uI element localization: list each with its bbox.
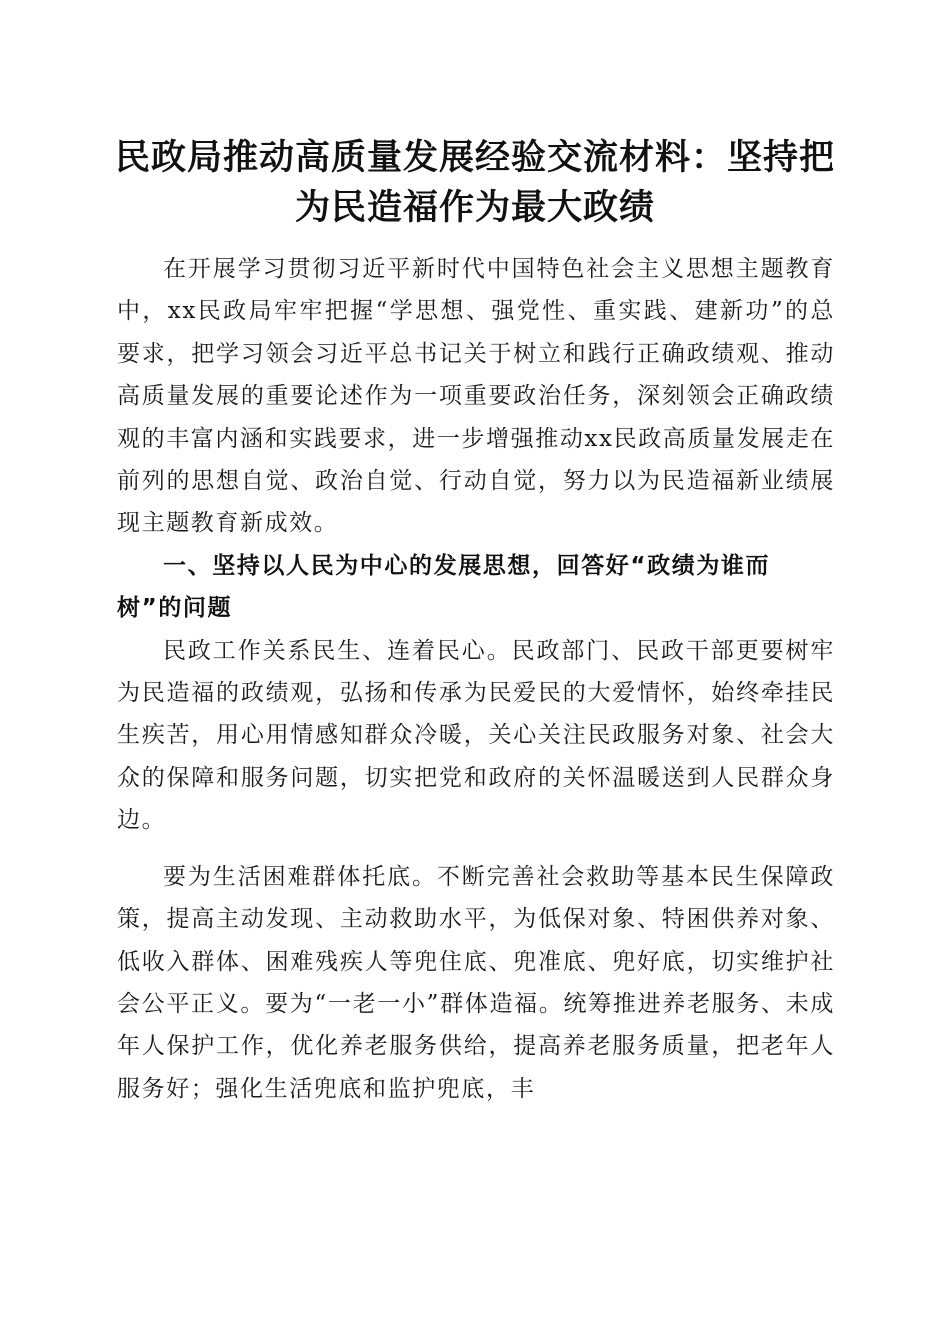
section-1-paragraph-2: 要为生活困难群体托底。不断完善社会救助等基本民生保障政策，提高主动发现、主动救助水平，为低保对象、特困供养对象、低收入群体、困难残疾人等兜住底、兜准底、兜好底，切实维护社会公平正义。要为“一老一小”群体造福。统筹推进养老服务、未成年人保护工作，优化养老服务供给，提高养老服务质量，把老年人服务好；强化生活兜底和监护兜底，丰 (117, 863, 835, 1102)
section-1-paragraph-1: 民政工作关系民生、连着民心。民政部门、民政干部更要树牢为民造福的政绩观，弘扬和传承为民爱民的大爱情怀，始终牵挂民生疾苦，用心用情感知群众冷暖，关心关注民政服务对象、社会大众的保障和服务问题，切实把党和政府的关怀温暖送到人民群众身边。 (117, 637, 835, 834)
section-1-heading: 一、坚持以人民为中心的发展思想，回答好“政绩为谁而树”的问题 (117, 552, 771, 622)
document-title-line-2: 为民造福作为最大政绩 (294, 188, 655, 228)
intro-paragraph: 在开展学习贯彻习近平新时代中国特色社会主义思想主题教育中，xx民政局牢牢把握“学思想、强党性、重实践、建新功”的总要求，把学习领会习近平总书记关于树立和践行正确政绩观、推动高质量发展的重要论述作为一项重要政治任务，深刻领会正确政绩观的丰富内涵和实践要求，进一步增强推动xx民政高质量发展走在前列的思想自觉、政治自觉、行动自觉，努力以为民造福新业绩展现主题教育新成效。 (117, 256, 835, 537)
document-title-line-1: 民政局推动高质量发展经验交流材料：坚持把 (114, 138, 835, 178)
document-body (117, 248, 835, 1110)
